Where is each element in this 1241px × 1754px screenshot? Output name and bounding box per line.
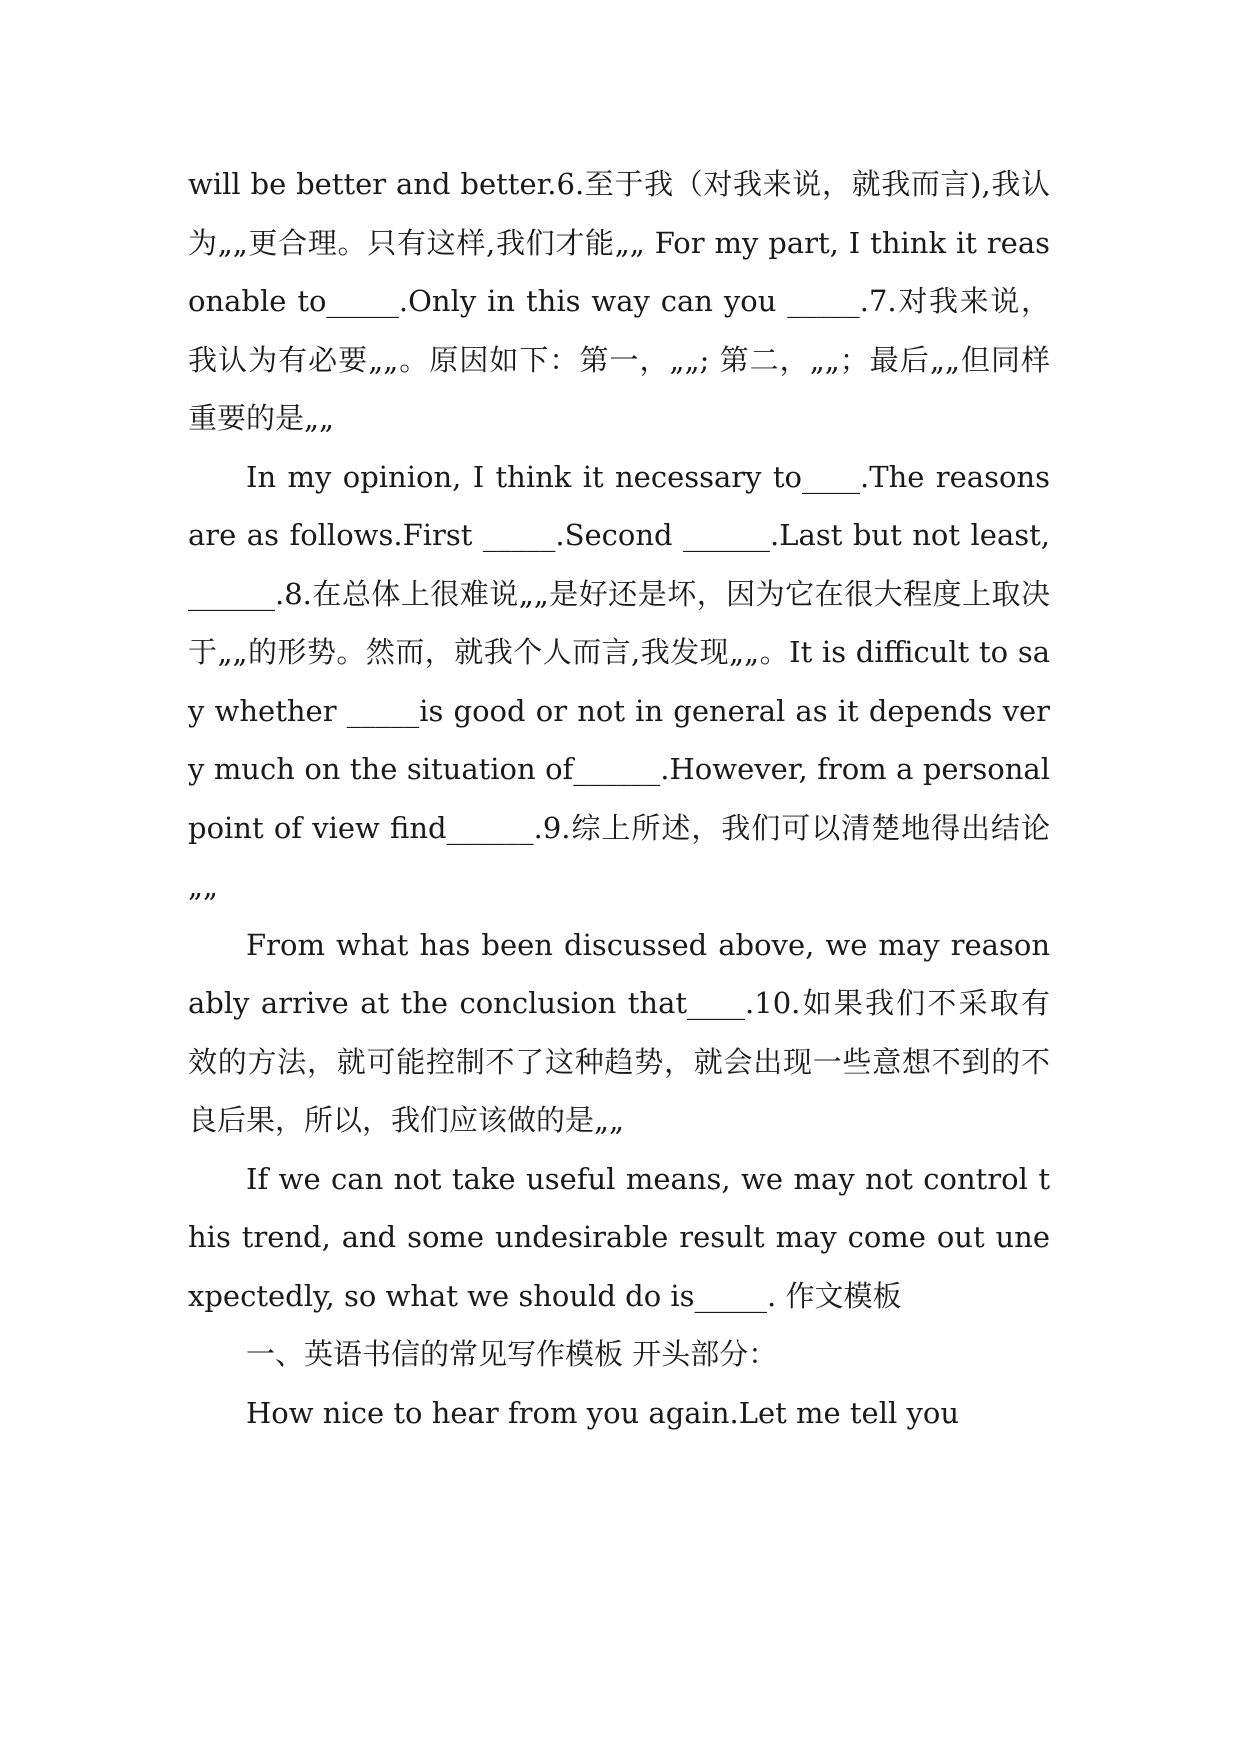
section-heading-letter-templates: 一、英语书信的常见写作模板 开头部分： [246, 1337, 778, 1371]
paragraph-templates-6-7: will be better and better.6.至于我（对我来说，就我而言),我认为„„更合理。只有这样,我们才能„„ For my part, I think it reasonable to_____.Only in this way can you _____.7.对我来说，我认为有必要„„。原因如下：第一，„„; 第二，„„；最后„„但同样重要的是„„ [188, 167, 1050, 435]
paragraph-template-10-english: If we can not take useful means, we may not control this trend, and some undesirable result may come out unexpectedly, so what we should do is_____. 作文模板 [188, 1161, 1050, 1313]
paragraph-templates-7-9: In my opinion, I think it necessary to____.The reasons are as follows.First _____.Second ______.Last but not least,______.8.在总体上很难说„„是好还是坏，因为它在很大程度上取决于„„的形势。然而，就我个人而言,我发现„„。It is difficult to say whether _____is good or not in general as it depends very much on the situation of______.However, from a personal point of view find______.9.综上所述，我们可以清楚地得出结论„„ [188, 459, 1050, 903]
paragraph-template-10: From what has been discussed above, we may reasonably arrive at the conclusion that____.10.如果我们不采取有效的方法，就可能控制不了这种趋势，就会出现一些意想不到的不良后果，所以，我们应该做的是„„ [188, 927, 1050, 1137]
paragraph-letter-opening: How nice to hear from you again.Let me tell you [246, 1395, 960, 1430]
document-page [188, 155, 1050, 1442]
